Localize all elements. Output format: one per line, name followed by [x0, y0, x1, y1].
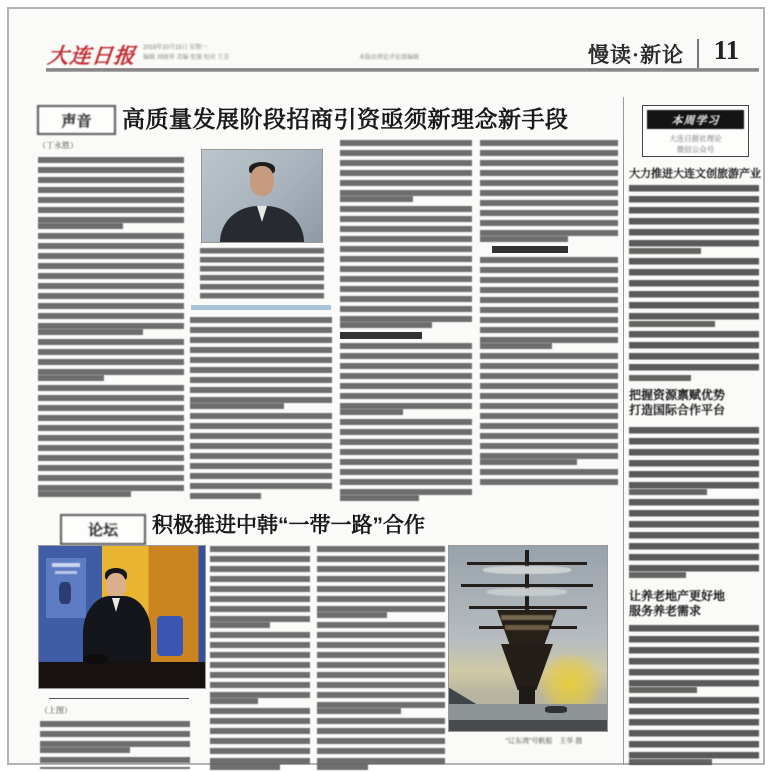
podium-chair	[157, 616, 183, 656]
text-block	[629, 258, 759, 321]
text-block	[38, 491, 131, 497]
text-block	[38, 329, 143, 335]
ground-shadow	[449, 720, 607, 731]
text-block	[210, 698, 258, 704]
portrait-caption	[200, 248, 324, 300]
text-block	[629, 697, 759, 759]
article1-col2	[190, 317, 332, 502]
portrait-face	[250, 166, 274, 196]
article1-col1	[38, 140, 184, 502]
text-block	[38, 157, 184, 223]
text-block	[38, 385, 184, 491]
text-block	[190, 317, 332, 403]
text-block	[340, 409, 403, 415]
sidebar-box	[642, 105, 749, 157]
sidebar-heading-1: 大力推进大连文创旅游产业	[629, 168, 761, 180]
podium-desk	[39, 662, 205, 688]
text-block	[40, 721, 190, 747]
furled-sail	[483, 566, 571, 574]
article2-headline: 积极推进中韩“一带一路”合作	[152, 514, 425, 537]
sidebar-divider	[623, 97, 624, 765]
podium-screen	[46, 558, 86, 618]
article1-headline: 高质量发展阶段招商引资亟须新理念新手段	[122, 106, 569, 132]
text-block	[317, 708, 401, 714]
text-block	[210, 708, 310, 764]
text-block	[629, 687, 697, 693]
article1-label-box	[37, 105, 116, 135]
text-block	[629, 489, 707, 495]
text-block	[40, 757, 190, 769]
page-number: 11	[713, 35, 740, 65]
text-block	[629, 499, 759, 572]
subhead-bar	[492, 246, 568, 253]
text-block	[38, 375, 104, 381]
text-block	[480, 140, 618, 236]
article2-label: 论坛	[87, 522, 118, 539]
sidebar-heading-2-line1: 把握资源禀赋优势	[629, 388, 726, 402]
text-block	[340, 495, 419, 501]
text-block	[210, 632, 310, 698]
speaker-face	[106, 573, 126, 598]
text-block	[340, 140, 472, 196]
article2-col2	[210, 546, 310, 772]
sidebar-text-1	[629, 185, 759, 381]
microphone	[83, 654, 109, 664]
text-block	[629, 248, 701, 254]
masthead-date: 2018年10月15日 星期一	[143, 45, 208, 51]
portrait-photo	[202, 150, 322, 242]
caption-divider	[191, 305, 331, 310]
text-block	[629, 375, 691, 381]
newspaper-logo: 大连日报	[46, 45, 137, 68]
sidebar-heading-2	[629, 388, 761, 418]
subhead-bar	[340, 332, 422, 339]
text-block	[629, 321, 715, 327]
sidebar-text-2	[629, 427, 759, 578]
sidebar-heading-3-line1: 让养老地产更好地	[629, 589, 726, 603]
article2-col1	[40, 721, 190, 772]
masthead-divider	[697, 39, 699, 69]
ship-photo	[449, 546, 607, 731]
text-block	[40, 747, 130, 753]
masthead-rule	[46, 68, 759, 72]
text-block	[38, 223, 123, 229]
sidebar-box-sub1: 大连日报社理论	[669, 134, 722, 143]
text-block	[317, 612, 387, 618]
text-block	[190, 493, 261, 499]
text-block	[480, 257, 618, 343]
sidebar-heading-3-line2: 服务养老需求	[629, 604, 702, 618]
sidebar-box-title: 本周学习	[671, 114, 720, 127]
text-block	[629, 427, 759, 489]
article1-col3	[340, 140, 472, 502]
furled-sail	[487, 588, 567, 596]
text-block	[210, 622, 270, 628]
text-block	[317, 718, 445, 764]
ship-yard	[461, 584, 593, 587]
article1-col4	[480, 140, 618, 502]
masthead-note: 本版由理论评论部编辑	[359, 55, 420, 61]
section-title: 慢读·新论	[587, 43, 684, 67]
text-block	[317, 764, 368, 770]
text-block	[38, 339, 184, 375]
text-block	[629, 572, 686, 578]
page-frame	[7, 7, 765, 765]
ship-yard	[469, 606, 587, 609]
text-block	[317, 546, 445, 612]
text-block	[629, 759, 712, 765]
text-block	[480, 459, 577, 465]
text-block	[190, 403, 284, 409]
text-block	[629, 185, 759, 248]
sidebar-box-sub2: 微信公众号	[676, 145, 715, 154]
sidebar-heading-2-line2: 打造国际合作平台	[629, 403, 726, 417]
text-block	[340, 196, 413, 202]
ship-yard	[467, 562, 587, 565]
podium-photo	[39, 546, 205, 688]
text-block	[340, 419, 472, 495]
text-block	[480, 353, 618, 459]
ship-caption: “辽东湾”号帆船 王华 摄	[505, 738, 583, 745]
text-block	[629, 331, 759, 375]
text-block	[317, 622, 445, 708]
text-block	[340, 206, 472, 322]
text-block	[38, 233, 184, 329]
sidebar-text-3	[629, 625, 759, 765]
ship-stern-upper	[493, 610, 561, 644]
text-block	[190, 413, 332, 493]
article1-label: 声音	[61, 112, 92, 130]
sidebar-box-banner	[647, 110, 744, 129]
article1-author: （丁永胜）	[38, 141, 78, 150]
vehicle	[545, 706, 567, 713]
text-block	[480, 236, 568, 242]
masthead-credits: 编辑 刘晓华 美编 张强 校对 王芳	[143, 55, 230, 61]
text-block	[480, 343, 552, 349]
text-block	[210, 764, 280, 770]
text-block	[340, 322, 432, 328]
article2-col3	[317, 546, 445, 772]
text-block	[629, 625, 759, 687]
article2-label-box	[60, 514, 146, 545]
text-block	[210, 546, 310, 622]
photo-divider	[49, 698, 189, 699]
sidebar-heading-3	[629, 589, 761, 619]
photo-note: （上图）	[40, 706, 72, 715]
text-block	[340, 343, 472, 409]
text-block	[480, 469, 618, 485]
